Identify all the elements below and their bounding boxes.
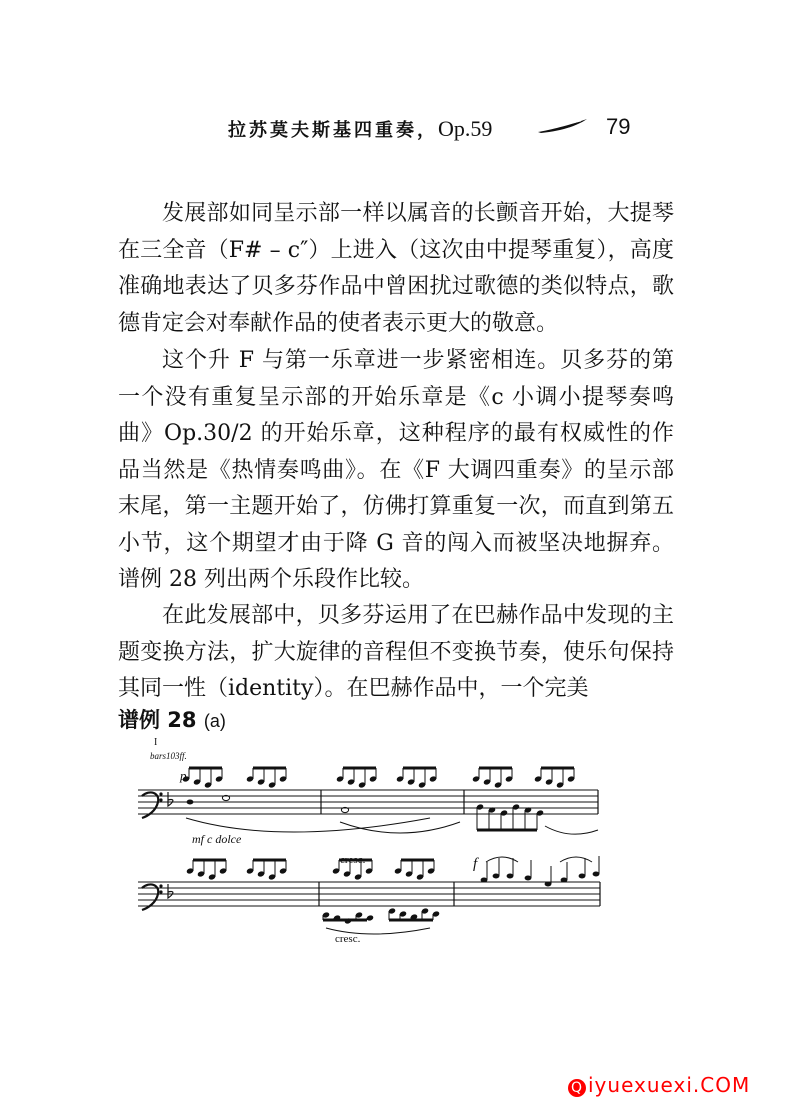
melody-notehead [507,874,514,879]
clef-dot [159,792,162,795]
flat-sign [168,792,173,806]
slur [560,857,592,862]
opus-number: Op.59 [438,116,493,141]
slur [545,826,598,834]
slur [340,822,460,833]
melody-notehead [545,882,552,887]
paragraph-1: 发展部如同呈示部一样以属音的长颤音开始，大提琴在三全音（F# – c″）上进入（这次由中提琴重复），高度准确地表达了贝多芬作品中曾困扰过歌德的类似特点，歌德肯定会对奉献作品的使者表示更大的敬意。 [118,201,674,336]
melody-notehead [561,878,568,883]
watermark [568,1073,750,1097]
slur [186,818,430,832]
clef-dot [159,890,162,893]
score-system-1 [138,768,598,834]
music-score [130,734,630,959]
example-subtitle: (a) [203,711,226,731]
dynamic-p: p [180,768,187,783]
running-title-text: 拉苏莫夫斯基四重奏， [228,120,438,141]
melody-notehead [481,878,488,883]
running-title [228,116,492,142]
example-title-text: 谱例 28 [118,708,197,732]
movement-label: I [154,737,158,748]
watermark-logo: Q [568,1079,586,1097]
cresc-bottom: cresc. [335,933,361,945]
melody-notehead [525,876,532,881]
pen-icon [537,118,589,134]
dynamic-mf-dolce: mf c dolce [192,832,242,846]
running-header [0,114,794,144]
example-title [118,704,226,734]
melody-notehead [593,872,600,877]
flat-sign [168,884,173,898]
dynamic-f: f [473,856,478,872]
melody-notehead [579,874,586,879]
watermark-text: iyuexuexi.COM [588,1073,751,1097]
melody-notehead [493,874,500,879]
lower-voice-notehead [187,800,194,805]
score-system-2 [138,856,600,934]
cresc-top: cresc. [340,854,366,866]
clef-dot [159,798,162,801]
clef-dot [159,884,162,887]
paragraph-2: 这个升 F 与第一乐章进一步紧密相连。贝多芬的第一个没有重复呈示部的开始乐章是《c 小调小提琴奏鸣曲》Op.30/2 的开始乐章，这种程序的最有权威性的作品当然是《热情奏鸣曲》。在《F 大调四重奏》的呈示部末尾，第一主题开始了，仿佛打算重复一次，而直到第五小节，这个期望才由于降 G 音的闯入而被坚决地摒弃。谱例 28 列出两个乐段作比较。 [118,348,674,592]
page-number: 79 [606,114,631,139]
paragraph-3: 在此发展部中，贝多芬运用了在巴赫作品中发现的主题变换方法，扩大旋律的音程但不变换节奏，使乐句保持其同一性（identity）。在巴赫作品中，一个完美 [118,603,674,701]
bars-label: bars103ff. [150,751,187,761]
